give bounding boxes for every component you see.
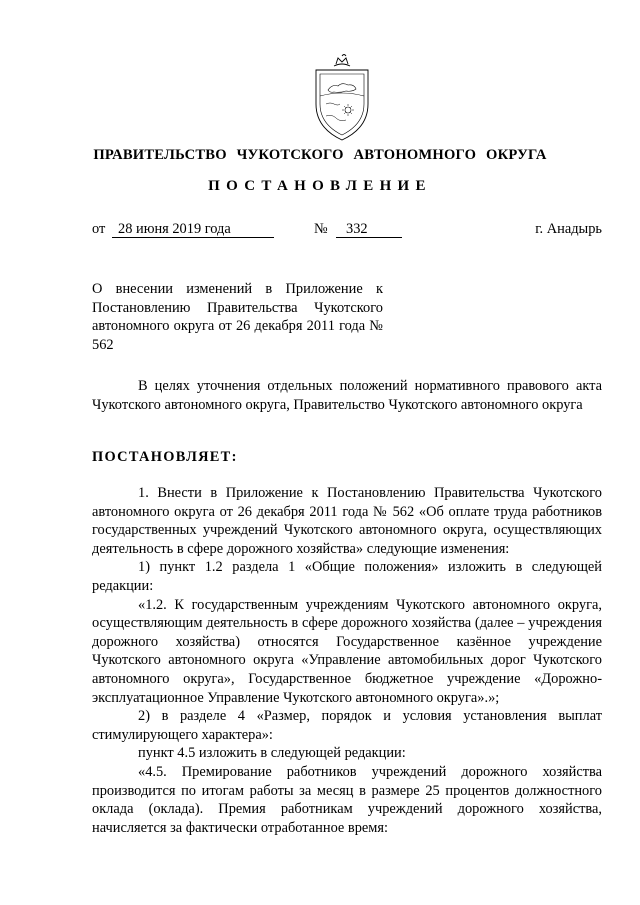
paragraph-2: 1) пункт 1.2 раздела 1 «Общие положения» изложить в следующей редакции: (92, 559, 602, 594)
government-title: ПРАВИТЕЛЬСТВО ЧУКОТСКОГО АВТОНОМНОГО ОКРУГА (93, 147, 547, 163)
document-date: 28 июня 2019 года (118, 221, 231, 237)
document-number: 332 (346, 221, 368, 237)
document-type: ПОСТАНОВЛЕНИЕ (208, 178, 432, 194)
date-field (112, 220, 274, 238)
number-field (336, 220, 402, 238)
coat-of-arms-icon (306, 54, 378, 144)
document-subject: О внесении изменений в Приложение к Постановлению Правительства Чукотского автономного округа от 26 декабря 2011 года № 562 (92, 281, 383, 353)
paragraph-5: пункт 4.5 изложить в следующей редакции: (138, 745, 406, 762)
date-prefix: от (92, 221, 106, 237)
paragraph-3: «1.2. К государственным учреждениям Чукотского автономного округа, осуществляющим деятельность в сфере дорожного хозяйства (далее – учреждения дорожного хозяйства) относятся Государственное казённое учреждение Чукотского автономного округа «Управление автомобильных дорог Чукотского автономного округа», Государственное бюджетное учреждение «Дорожно-эксплуатационное Управление Чукотского автономного округа».»; (92, 596, 602, 706)
paragraph-6: «4.5. Премирование работников учреждений дорожного хозяйства производится по итогам работы за месяц в размере 25 процентов должностного оклада (оклада). Премия работникам учреждений дорожного хозяйства, начисляется за фактически отработанное время: (92, 763, 602, 836)
preamble: В целях уточнения отдельных положений нормативного правового акта Чукотского автономного округа, Правительство Чукотского автономного округа (92, 378, 602, 413)
document-body (92, 484, 602, 837)
document-details (92, 220, 602, 240)
paragraph-1: 1. Внести в Приложение к Постановлению Правительства Чукотского автономного округа от 26 декабря 2011 года № 562 «Об оплате труда работников государственных учреждений Чукотского автономного округа, осуществляющих деятельность в сфере дорожного хозяйства» следующие изменения: (92, 485, 602, 557)
paragraph-4: 2) в разделе 4 «Размер, порядок и условия установления выплат стимулирующего характера»: (92, 708, 602, 743)
document-city: г. Анадырь (535, 221, 602, 237)
decree-heading: ПОСТАНОВЛЯЕТ: (92, 449, 238, 465)
number-label: № (314, 221, 328, 237)
